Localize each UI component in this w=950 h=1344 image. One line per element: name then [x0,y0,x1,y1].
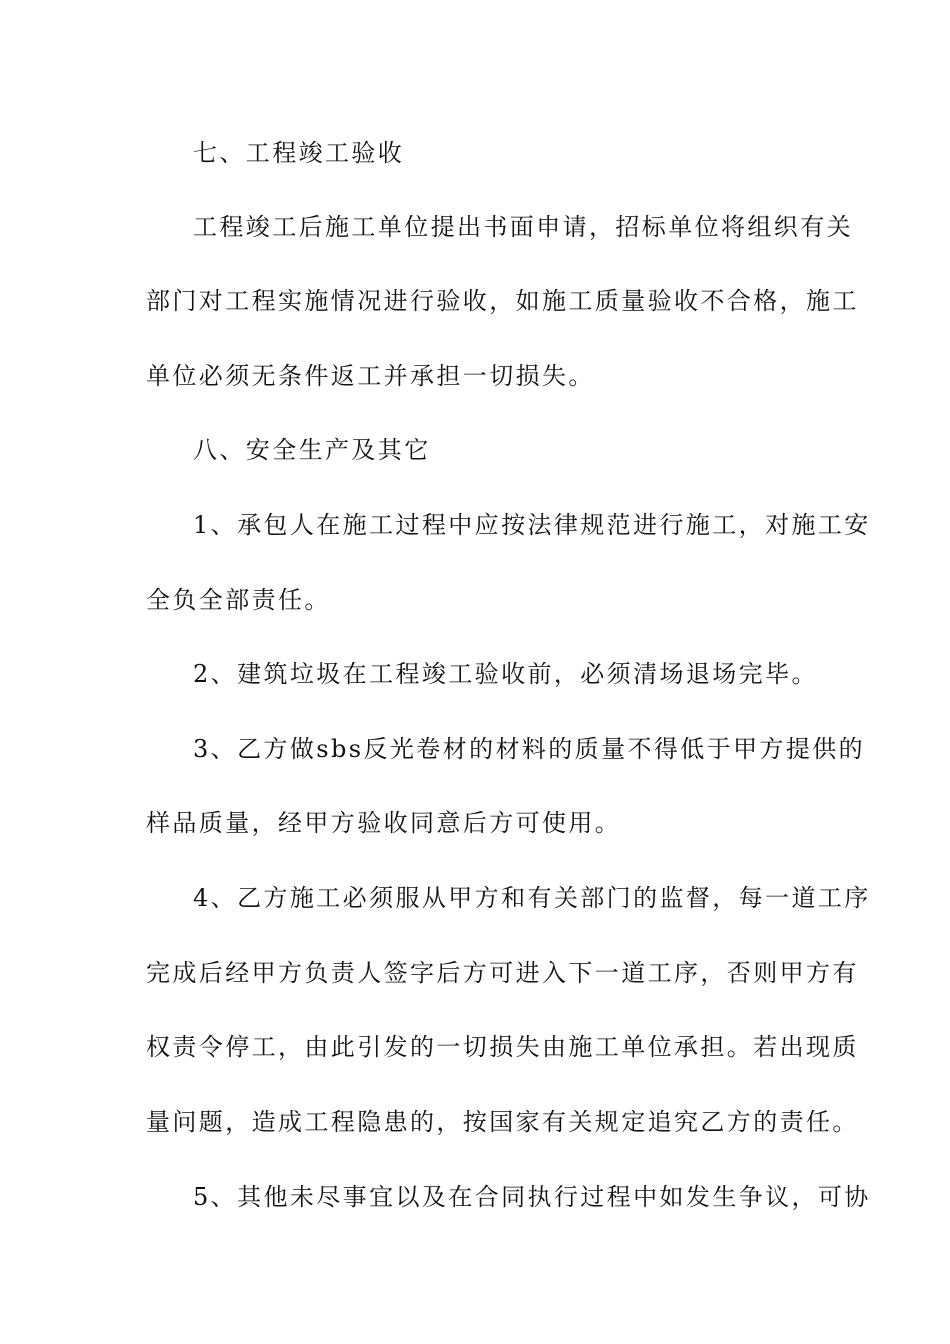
paragraph-line: 5、其他未尽事宜以及在合同执行过程中如发生争议，可协 [193,1183,871,1211]
paragraph-line: 工程竣工后施工单位提出书面申请，招标单位将组织有关 [193,213,853,241]
paragraph-line: 全负全部责任。 [146,586,331,614]
paragraph-line: 部门对工程实施情况进行验收，如施工质量验收不合格，施工 [146,287,859,315]
section-heading-7: 七、工程竣工验收 [193,139,405,167]
paragraph-line: 1、承包人在施工过程中应按法律规范进行施工，对施工安 [193,511,871,539]
paragraph-line: 3、乙方做sbs反光卷材的材料的质量不得低于甲方提供的 [193,735,866,763]
paragraph-line: 4、乙方施工必须服从甲方和有关部门的监督，每一道工序 [193,884,871,912]
paragraph-line: 量问题，造成工程隐患的，按国家有关规定追究乙方的责任。 [146,1108,859,1136]
paragraph-line: 2、建筑垃圾在工程竣工验收前，必须清场退场完毕。 [193,660,818,688]
paragraph-line: 完成后经甲方负责人签字后方可进入下一道工序，否则甲方有 [146,959,859,987]
paragraph-line: 权责令停工，由此引发的一切损失由施工单位承担。若出现质 [146,1033,859,1061]
paragraph-line: 单位必须无条件返工并承担一切损失。 [146,362,595,390]
paragraph-line: 样品质量，经甲方验收同意后方可使用。 [146,809,622,837]
section-heading-8: 八、安全生产及其它 [193,436,431,464]
